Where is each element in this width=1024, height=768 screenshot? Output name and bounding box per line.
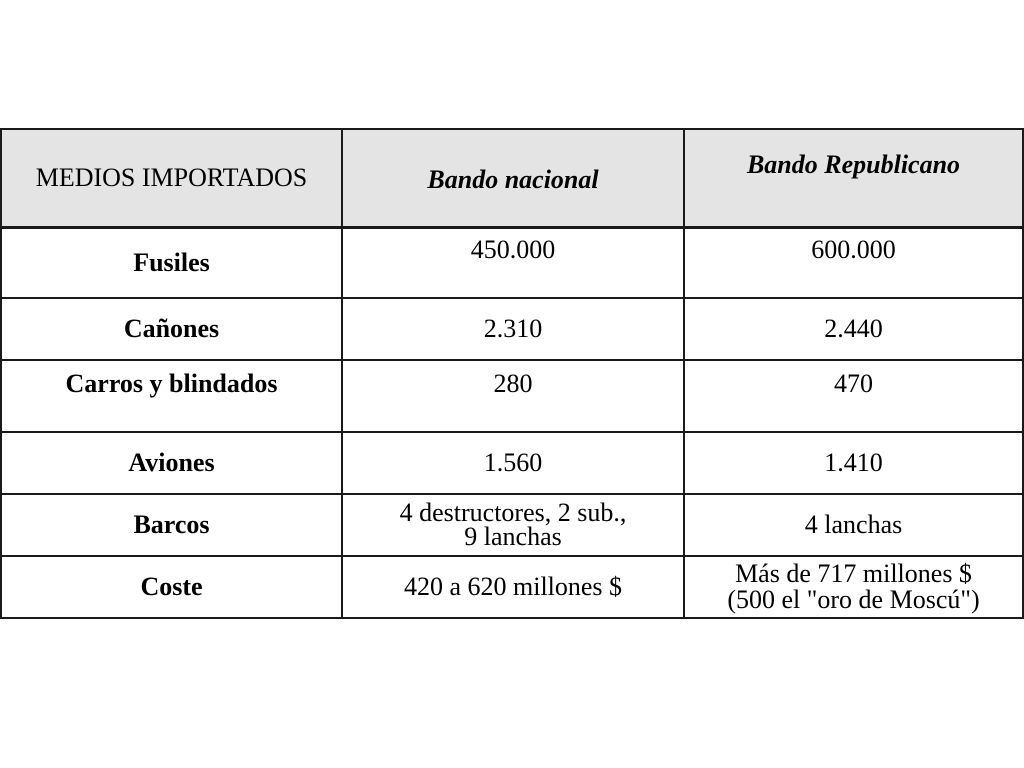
table-header-row — [1, 129, 1023, 228]
table-row — [1, 360, 1023, 432]
table-row — [1, 298, 1023, 360]
cell-republicano-line-1: Más de 717 millones $ — [735, 559, 972, 588]
cell-republicano-line-2: (500 el "oro de Moscú") — [727, 585, 980, 614]
header-medios-importados: MEDIOS IMPORTADOS — [1, 129, 342, 228]
cell-republicano — [684, 556, 1023, 618]
cell-republicano: 1.410 — [684, 432, 1023, 494]
row-label: Barcos — [1, 494, 342, 556]
cell-nacional: 280 — [342, 360, 684, 432]
cell-nacional-line-1: 4 destructores, 2 sub., — [399, 498, 627, 527]
row-label: Cañones — [1, 298, 342, 360]
cell-nacional: 2.310 — [342, 298, 684, 360]
cell-republicano: 600.000 — [684, 228, 1023, 299]
table-row — [1, 494, 1023, 556]
cell-nacional: 450.000 — [342, 228, 684, 299]
table-row — [1, 556, 1023, 618]
cell-nacional-line-2: 9 lanchas — [464, 522, 562, 551]
cell-nacional — [342, 494, 684, 556]
table-row — [1, 228, 1023, 299]
cell-republicano: 4 lanchas — [684, 494, 1023, 556]
row-label: Coste — [1, 556, 342, 618]
row-label: Aviones — [1, 432, 342, 494]
row-label: Carros y blindados — [1, 360, 342, 432]
row-label: Fusiles — [1, 228, 342, 299]
cell-nacional: 420 a 620 millones $ — [342, 556, 684, 618]
cell-republicano: 470 — [684, 360, 1023, 432]
header-bando-republicano: Bando Republicano — [684, 129, 1023, 228]
cell-nacional: 1.560 — [342, 432, 684, 494]
arms-imports-table — [0, 128, 1024, 619]
cell-republicano: 2.440 — [684, 298, 1023, 360]
header-bando-nacional: Bando nacional — [342, 129, 684, 228]
table-row — [1, 432, 1023, 494]
